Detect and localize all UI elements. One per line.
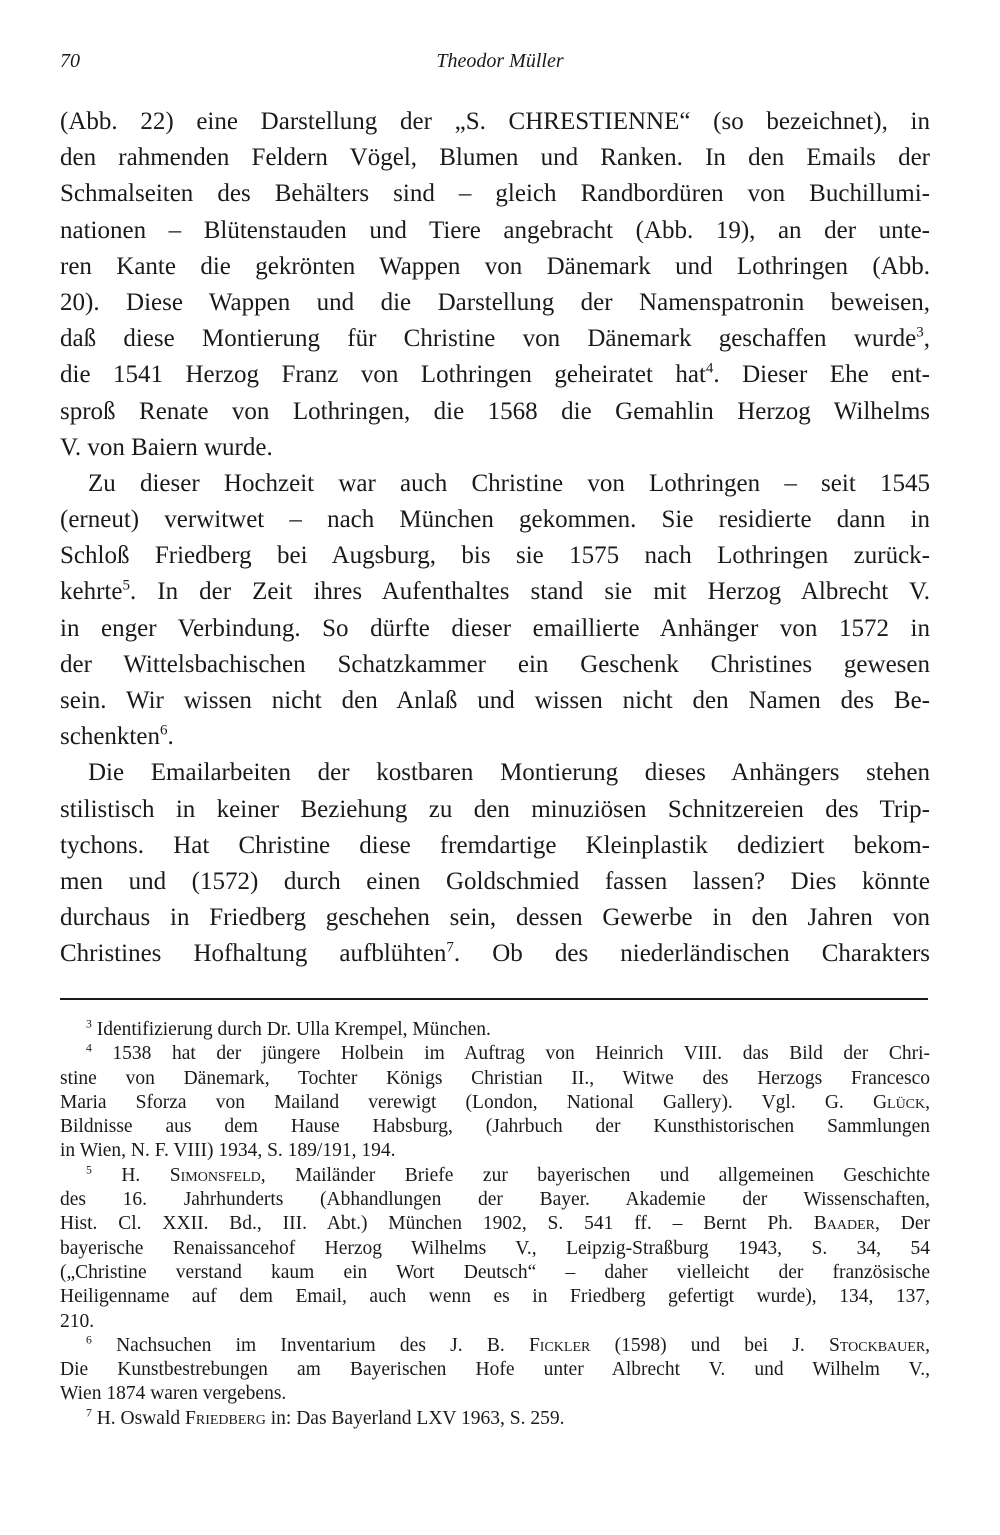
text-line: V. von Baiern wurde. [60, 433, 273, 461]
text-line: Zu dieser Hochzeit war auch Christine von Lothringen – seit 1545 [88, 469, 930, 497]
text-line: (Abb. 22) eine Darstellung der „S. CHRESTIENNE“ (so bezeichnet), in [60, 108, 930, 135]
footnote-line [60, 1212, 930, 1236]
line-text: H. Oswald [96, 1407, 181, 1429]
text-line: sein. Wir wissen nicht den Anlaß und wissen nicht den Namen des Be- [60, 687, 930, 714]
footnote-line [60, 1334, 930, 1358]
footnote-line: Die Kunstbestrebungen am Bayerischen Hofe unter Albrecht V. und Wilhelm V., [60, 1359, 930, 1381]
line-text: , [923, 325, 930, 353]
text-line [60, 321, 930, 357]
text-line: den rahmenden Feldern Vögel, Blumen und Ranken. In den Emails der [60, 144, 930, 172]
text-line: stilistisch in keiner Beziehung zu den minuziösen Schnitzereien des Trip- [60, 795, 930, 823]
footnote-line [60, 1407, 930, 1431]
line-text: Nachsuchen im Inventarium des J. B. [116, 1334, 505, 1356]
line-text: (1598) und bei J. [590, 1334, 805, 1356]
footnote-mark: 3 [86, 1017, 92, 1031]
line-text: kehrte [60, 578, 123, 606]
text-line: Schmalseiten des Behälters sind – gleich Randbordüren von Buchillumi- [60, 180, 930, 208]
text-line: 20). Diese Wappen und die Darstellung der Namenspatronin beweisen, [60, 288, 930, 316]
footnote-line [60, 1042, 930, 1066]
line-text: . In der Zeit ihres Aufenthaltes stand sie mit Herzog Albrecht V. [129, 578, 930, 606]
text-line: in enger Verbindung. So dürfte dieser emaillierte Anhänger von 1572 in [60, 614, 930, 642]
footnote-ref[interactable]: 7 [446, 939, 454, 956]
footnote-line: Heiligenname auf dem Email, auch wenn es in Friedberg gefertigt wurde), 134, 137, [60, 1286, 930, 1308]
line-text: die 1541 Herzog Franz von Lothringen geheiratet hat [60, 361, 706, 389]
author-name: Simonsfeld [169, 1164, 261, 1186]
footnote-divider [60, 998, 928, 1000]
line-text: Maria Sforza von Mailand verewigt (London, National Gallery). Vgl. G. [60, 1091, 844, 1113]
text-line [60, 574, 930, 610]
footnote [60, 1018, 930, 1042]
footnote-line [60, 1018, 930, 1042]
footnote-line: bayerische Renaissancehof Herzog Wilhelms V., Leipzig-Straßburg 1943, S. 34, 54 [60, 1237, 930, 1259]
running-head: Theodor Müller [436, 50, 564, 72]
footnote [60, 1407, 930, 1431]
line-text: Ob des niederländischen Charakters [492, 940, 931, 968]
footnote-mark: 6 [86, 1333, 92, 1347]
author-name: Friedberg [185, 1407, 266, 1429]
line-text: in: Das Bayerland LXV 1963, S. 259. [270, 1407, 565, 1429]
line-text: Identifizierung durch Dr. Ulla Krempel, München. [96, 1019, 491, 1040]
line-text: 1538 hat der jüngere Holbein im Auftrag von Heinrich VIII. das Bild der Chri- [112, 1043, 931, 1065]
footnote-mark: 7 [86, 1406, 92, 1420]
line-text: H. [121, 1164, 141, 1186]
footnotes [60, 1018, 930, 1431]
text-line: sproß Renate von Lothringen, die 1568 die Gemahlin Herzog Wilhelms [60, 397, 930, 425]
footnote-ref[interactable]: 3 [916, 324, 924, 341]
paragraph [60, 755, 930, 972]
text-line: der Wittelsbachischen Schatzkammer ein Geschenk Christines gewesen [60, 650, 930, 678]
text-line: Schloß Friedberg bei Augsburg, bis sie 1575 nach Lothringen zurück- [60, 542, 930, 570]
text-line [60, 357, 930, 393]
line-text: . Dieser Ehe ent- [713, 361, 931, 389]
line-text: Christines Hofhaltung aufblühten [60, 940, 447, 968]
text-line: ren Kante die gekrönten Wappen von Dänemark und Lothringen (Abb. [60, 252, 930, 280]
footnote-ref[interactable]: 6 [159, 722, 168, 739]
footnote-line: Bildnisse aus dem Hause Habsburg, (Jahrbuch der Kunsthistorischen Sammlungen [60, 1116, 930, 1138]
line-text: daß diese Montierung für Christine von Dänemark geschaffen wurde [60, 325, 917, 353]
page-number: 70 [60, 50, 80, 72]
author-name: Baader [813, 1213, 876, 1235]
text-line: men und (1572) durch einen Goldschmied fassen lassen? Dies könnte [60, 867, 930, 895]
footnote-line: des 16. Jahrhunderts (Abhandlungen der Bayer. Akademie der Wissenschaften, [60, 1189, 930, 1211]
footnote [60, 1164, 930, 1334]
line-text: , Mailänder Briefe zur bayerischen und allgemeinen Geschichte [260, 1164, 931, 1186]
footnote [60, 1334, 930, 1407]
footnote-line [60, 1164, 930, 1188]
text-line: Christines Hofhaltung aufblühten$^7$. Ob des niederländischen Charakters [60, 939, 931, 968]
text-line: Die Emailarbeiten der kostbaren Montierung dieses Anhängers stehen [88, 759, 930, 787]
paragraph [60, 466, 930, 756]
line-text: schenkten [60, 723, 160, 751]
text-line: nationen – Blütenstauden und Tiere angebracht (Abb. 19), an der unte- [60, 216, 930, 244]
line-text: . [167, 723, 174, 751]
footnote [60, 1042, 930, 1163]
text-line: tychons. Hat Christine diese fremdartige Kleinplastik dediziert bekom- [60, 831, 930, 859]
footnote-ref[interactable]: 5 [122, 578, 130, 595]
paragraph [60, 104, 930, 466]
text-line [60, 719, 930, 755]
author-name: Glück [872, 1091, 926, 1113]
line-text: , [925, 1334, 931, 1356]
line-text: , Der [875, 1213, 931, 1235]
footnote-line [60, 1091, 930, 1115]
footnote-line: stine von Dänemark, Tochter Königs Christian II., Witwe des Herzogs Francesco [60, 1067, 930, 1089]
author-name: Fickler [528, 1334, 591, 1356]
footnote-ref[interactable]: 4 [705, 360, 714, 377]
text-line: (erneut) verwitwet – nach München gekommen. Sie residierte dann in [60, 506, 930, 534]
footnote-line: („Christine verstand kaum ein Wort Deutsch“ – daher vielleicht der französische [60, 1261, 930, 1283]
main-text [60, 104, 930, 973]
footnote-line: in Wien, N. F. VIII) 1934, S. 189/191, 194. [60, 1140, 396, 1162]
text-line: durchaus in Friedberg geschehen sein, dessen Gewerbe in den Jahren von [60, 904, 930, 932]
line-text: Hist. Cl. XXII. Bd., III. Abt.) München 1902, S. 541 ff. – Bernt Ph. [60, 1213, 793, 1235]
author-name: Stockbauer [829, 1334, 926, 1356]
footnote-line: Wien 1874 waren vergebens. [60, 1383, 287, 1405]
footnote-line: 210. [60, 1310, 95, 1332]
footnote-mark: 4 [86, 1041, 92, 1055]
footnote-mark: 5 [86, 1163, 92, 1177]
line-text: , [925, 1091, 931, 1113]
